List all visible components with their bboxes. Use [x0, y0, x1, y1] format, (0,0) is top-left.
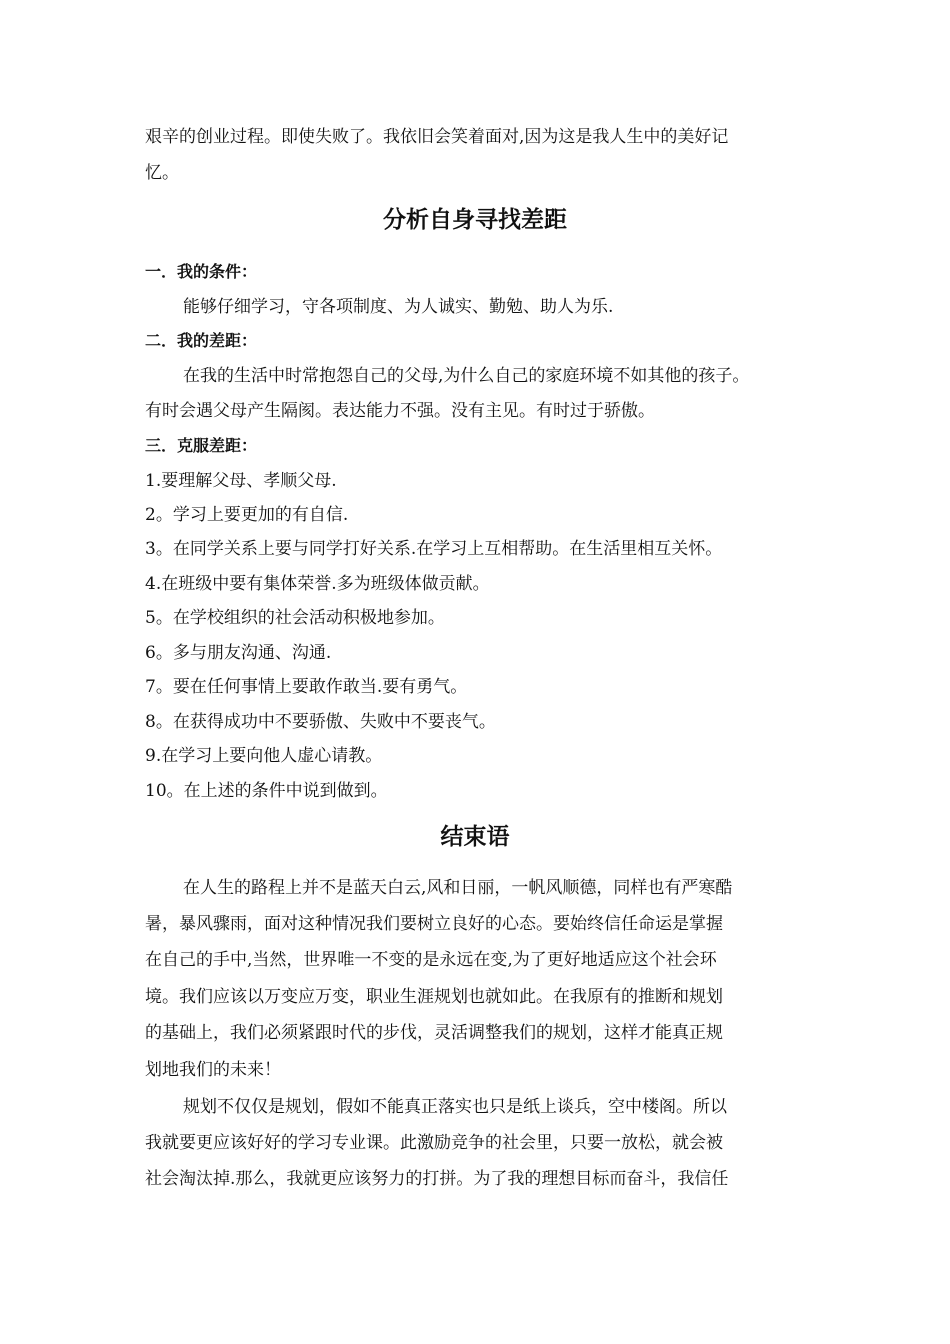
- list-item: 3。在同学关系上要与同学打好关系.在学习上互相帮助。在生活里相互关怀。: [145, 539, 723, 559]
- conditions-text: 能够仔细学习，守各项制度、为人诚实、勤勉、助人为乐.: [183, 297, 614, 317]
- list-item: 2。学习上要更加的有自信.: [145, 505, 349, 525]
- subheading-overcome: 三．克服差距：: [145, 436, 258, 455]
- conclusion-para1-line-1: 在人生的路程上并不是蓝天白云,风和日丽，一帆风顺德，同样也有严寒酷: [183, 878, 733, 898]
- conclusion-para1-line-5: 的基础上，我们必须紧跟时代的步伐，灵活调整我们的规划，这样才能真正规: [145, 1023, 723, 1043]
- conclusion-para1-line-3: 在自己的手中,当然，世界唯一不变的是永远在变,为了更好地适应这个社会环: [145, 950, 717, 970]
- list-item: 10。在上述的条件中说到做到。: [145, 781, 388, 801]
- subheading-gap: 二．我的差距：: [145, 331, 258, 350]
- intro-line-1: 艰辛的创业过程。即使失败了。我依旧会笑着面对,因为这是我人生中的美好记: [145, 127, 729, 147]
- intro-line-2: 忆。: [145, 163, 179, 183]
- list-item: 4.在班级中要有集体荣誉.多为班级体做贡献。: [145, 574, 490, 594]
- list-item: 5。在学校组织的社会活动积极地参加。: [145, 608, 445, 628]
- conclusion-para1-line-4: 境。我们应该以万变应万变，职业生涯规划也就如此。在我原有的推断和规划: [145, 987, 723, 1007]
- conclusion-para2-line-2: 我就要更应该好好的学习专业课。此激励竞争的社会里，只要一放松，就会被: [145, 1133, 723, 1153]
- section-title-analysis: 分析自身寻找差距: [383, 207, 567, 233]
- subheading-conditions: 一．我的条件：: [145, 262, 258, 281]
- conclusion-para1-line-6: 划地我们的未来！: [145, 1060, 281, 1080]
- section-title-conclusion: 结束语: [440, 824, 510, 850]
- list-item: 7。要在任何事情上要敢作敢当.要有勇气。: [145, 677, 468, 697]
- conclusion-para2-line-3: 社会淘汰掉.那么，我就更应该努力的打拼。为了我的理想目标而奋斗，我信任: [145, 1169, 729, 1189]
- list-item: 1.要理解父母、孝顺父母.: [145, 471, 337, 491]
- list-item: 8。在获得成功中不要骄傲、失败中不要丧气。: [145, 712, 496, 732]
- conclusion-para2-line-1: 规划不仅仅是规划，假如不能真正落实也只是纸上谈兵，空中楼阁。所以: [183, 1097, 727, 1117]
- conclusion-para1-line-2: 暑，暴风骤雨，面对这种情况我们要树立良好的心态。要始终信任命运是掌握: [145, 914, 723, 934]
- gap-text-line-2: 有时会遇父母产生隔阂。表达能力不强。没有主见。有时过于骄傲。: [145, 401, 655, 421]
- list-item: 9.在学习上要向他人虚心请教。: [145, 746, 383, 766]
- list-item: 6。多与朋友沟通、沟通.: [145, 643, 332, 663]
- gap-text-line-1: 在我的生活中时常抱怨自己的父母,为什么自己的家庭环境不如其他的孩子。: [183, 366, 750, 386]
